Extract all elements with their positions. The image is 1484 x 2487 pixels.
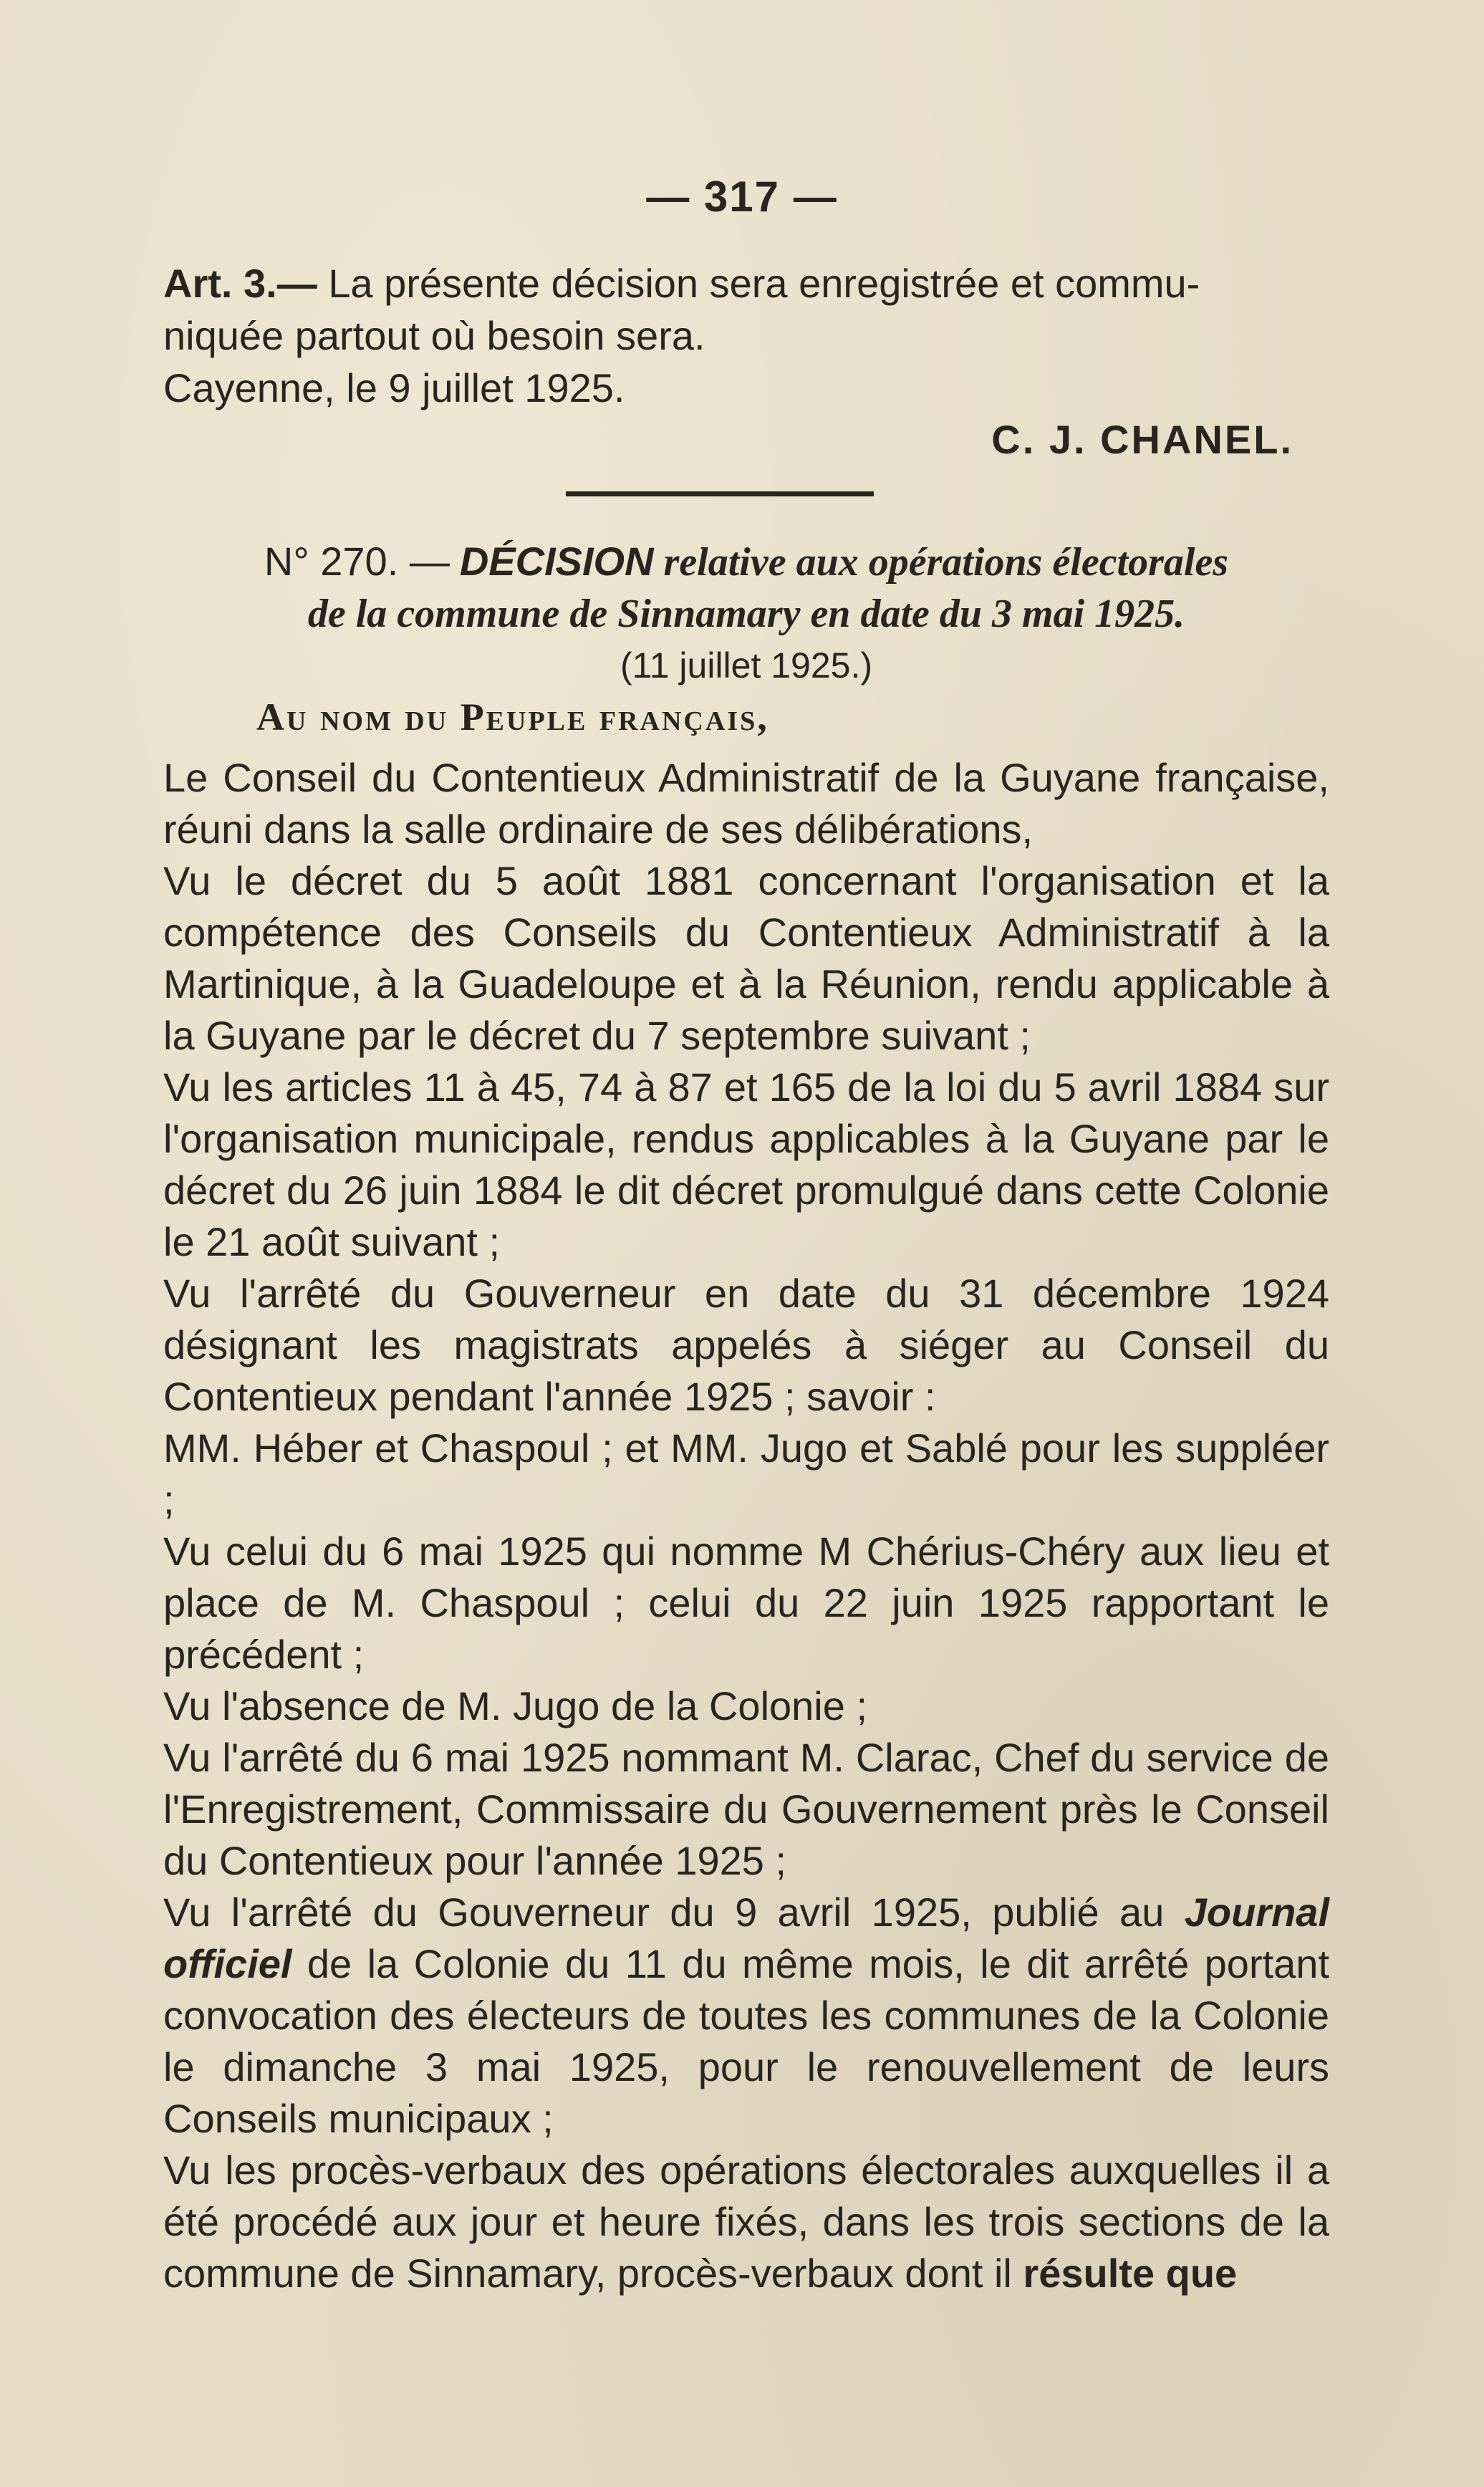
journal-before: Vu l'arrêté du Gouverneur du 9 avril 1925, publié au bbox=[163, 1890, 1185, 1935]
decision-invocation: Au nom du Peuple français, bbox=[256, 696, 769, 739]
decision-number: N° 270. — bbox=[264, 539, 450, 584]
body-paragraph: Le Conseil du Contentieux Administratif de la Guyane française, réuni dans la salle ordinaire de ses délibérations, bbox=[163, 755, 1329, 852]
article-3-line1: La présente décision sera enregistrée et commu- bbox=[317, 261, 1200, 306]
body-paragraph: Vu les articles 11 à 45, 74 à 87 et 165 de la loi du 5 avril 1884 sur l'organisation municipale, rendus applicables à la Guyane par le décret du 26 juin 1884 le dit décret promulgué dans cette Colonie le 21 août suivant ; bbox=[163, 1064, 1329, 1264]
decision-title-line1: relative aux opérations électorales bbox=[663, 540, 1229, 585]
article-3-line2: niquée partout où besoin sera. bbox=[163, 313, 705, 358]
body-paragraph: Vu l'absence de M. Jugo de la Colonie ; bbox=[163, 1683, 868, 1728]
last-text: Vu les procès-verbaux des opérations électorales auxquelles il a été procédé aux jour et heure fixés, dans les trois sections de la commune de Sinnamary, procès-verbaux dont il bbox=[163, 2147, 1329, 2296]
decision-heading-block bbox=[163, 536, 1329, 743]
place-date: Cayenne, le 9 juillet 1925. bbox=[163, 365, 625, 410]
decision-title-word: DÉCISION bbox=[459, 539, 654, 584]
decision-title bbox=[163, 536, 1329, 640]
section-divider bbox=[566, 491, 874, 496]
decision-title-line2: de la commune de Sinnamary en date du 3 mai 1925. bbox=[307, 592, 1185, 636]
decision-date: (11 juillet 1925.) bbox=[620, 645, 873, 686]
body-paragraph: MM. Héber et Chaspoul ; et MM. Jugo et Sablé pour les suppléer ; bbox=[163, 1425, 1329, 1522]
signature: C. J. CHANEL. bbox=[991, 417, 1293, 462]
body-paragraph-journal bbox=[163, 1887, 1329, 2145]
page-number: — 317 — bbox=[646, 173, 838, 221]
decision-body bbox=[163, 752, 1329, 2299]
article-3-block bbox=[163, 258, 1329, 466]
article-3-text bbox=[163, 258, 1329, 362]
body-paragraph: Vu l'arrêté du 6 mai 1925 nommant M. Clarac, Chef du service de l'Enregistrement, Commissaire du Gouvernement près le Conseil du Contentieux pour l'année 1925 ; bbox=[163, 1735, 1329, 1883]
last-bold: résulte que bbox=[1023, 2251, 1238, 2296]
body-paragraph: Vu l'arrêté du Gouverneur en date du 31 décembre 1924 désignant les magistrats appelés à siéger au Conseil du Contentieux pendant l'année 1925 ; savoir : bbox=[163, 1271, 1329, 1419]
body-paragraph: Vu celui du 6 mai 1925 qui nomme M Chérius-Chéry aux lieu et place de M. Chaspoul ; celui du 22 juin 1925 rapportant le précédent ; bbox=[163, 1529, 1329, 1677]
article-3-label: Art. 3.— bbox=[163, 261, 317, 306]
journal-italic: Journal officiel bbox=[163, 1890, 1329, 1986]
journal-after: de la Colonie du 11 du même mois, le dit arrêté portant convocation des électeurs de toutes les communes de la Colonie le dimanche 3 mai 1925, pour le renouvellement de leurs Conseils municipaux ; bbox=[163, 1941, 1329, 2141]
body-paragraph-last bbox=[163, 2145, 1329, 2299]
body-paragraph: Vu le décret du 5 août 1881 concernant l'organisation et la compétence des Conseils du Contentieux Administratif à la Martinique, à la Guadeloupe et à la Réunion, rendu applicable à la Guyane par le décret du 7 septembre suivant ; bbox=[163, 858, 1329, 1058]
